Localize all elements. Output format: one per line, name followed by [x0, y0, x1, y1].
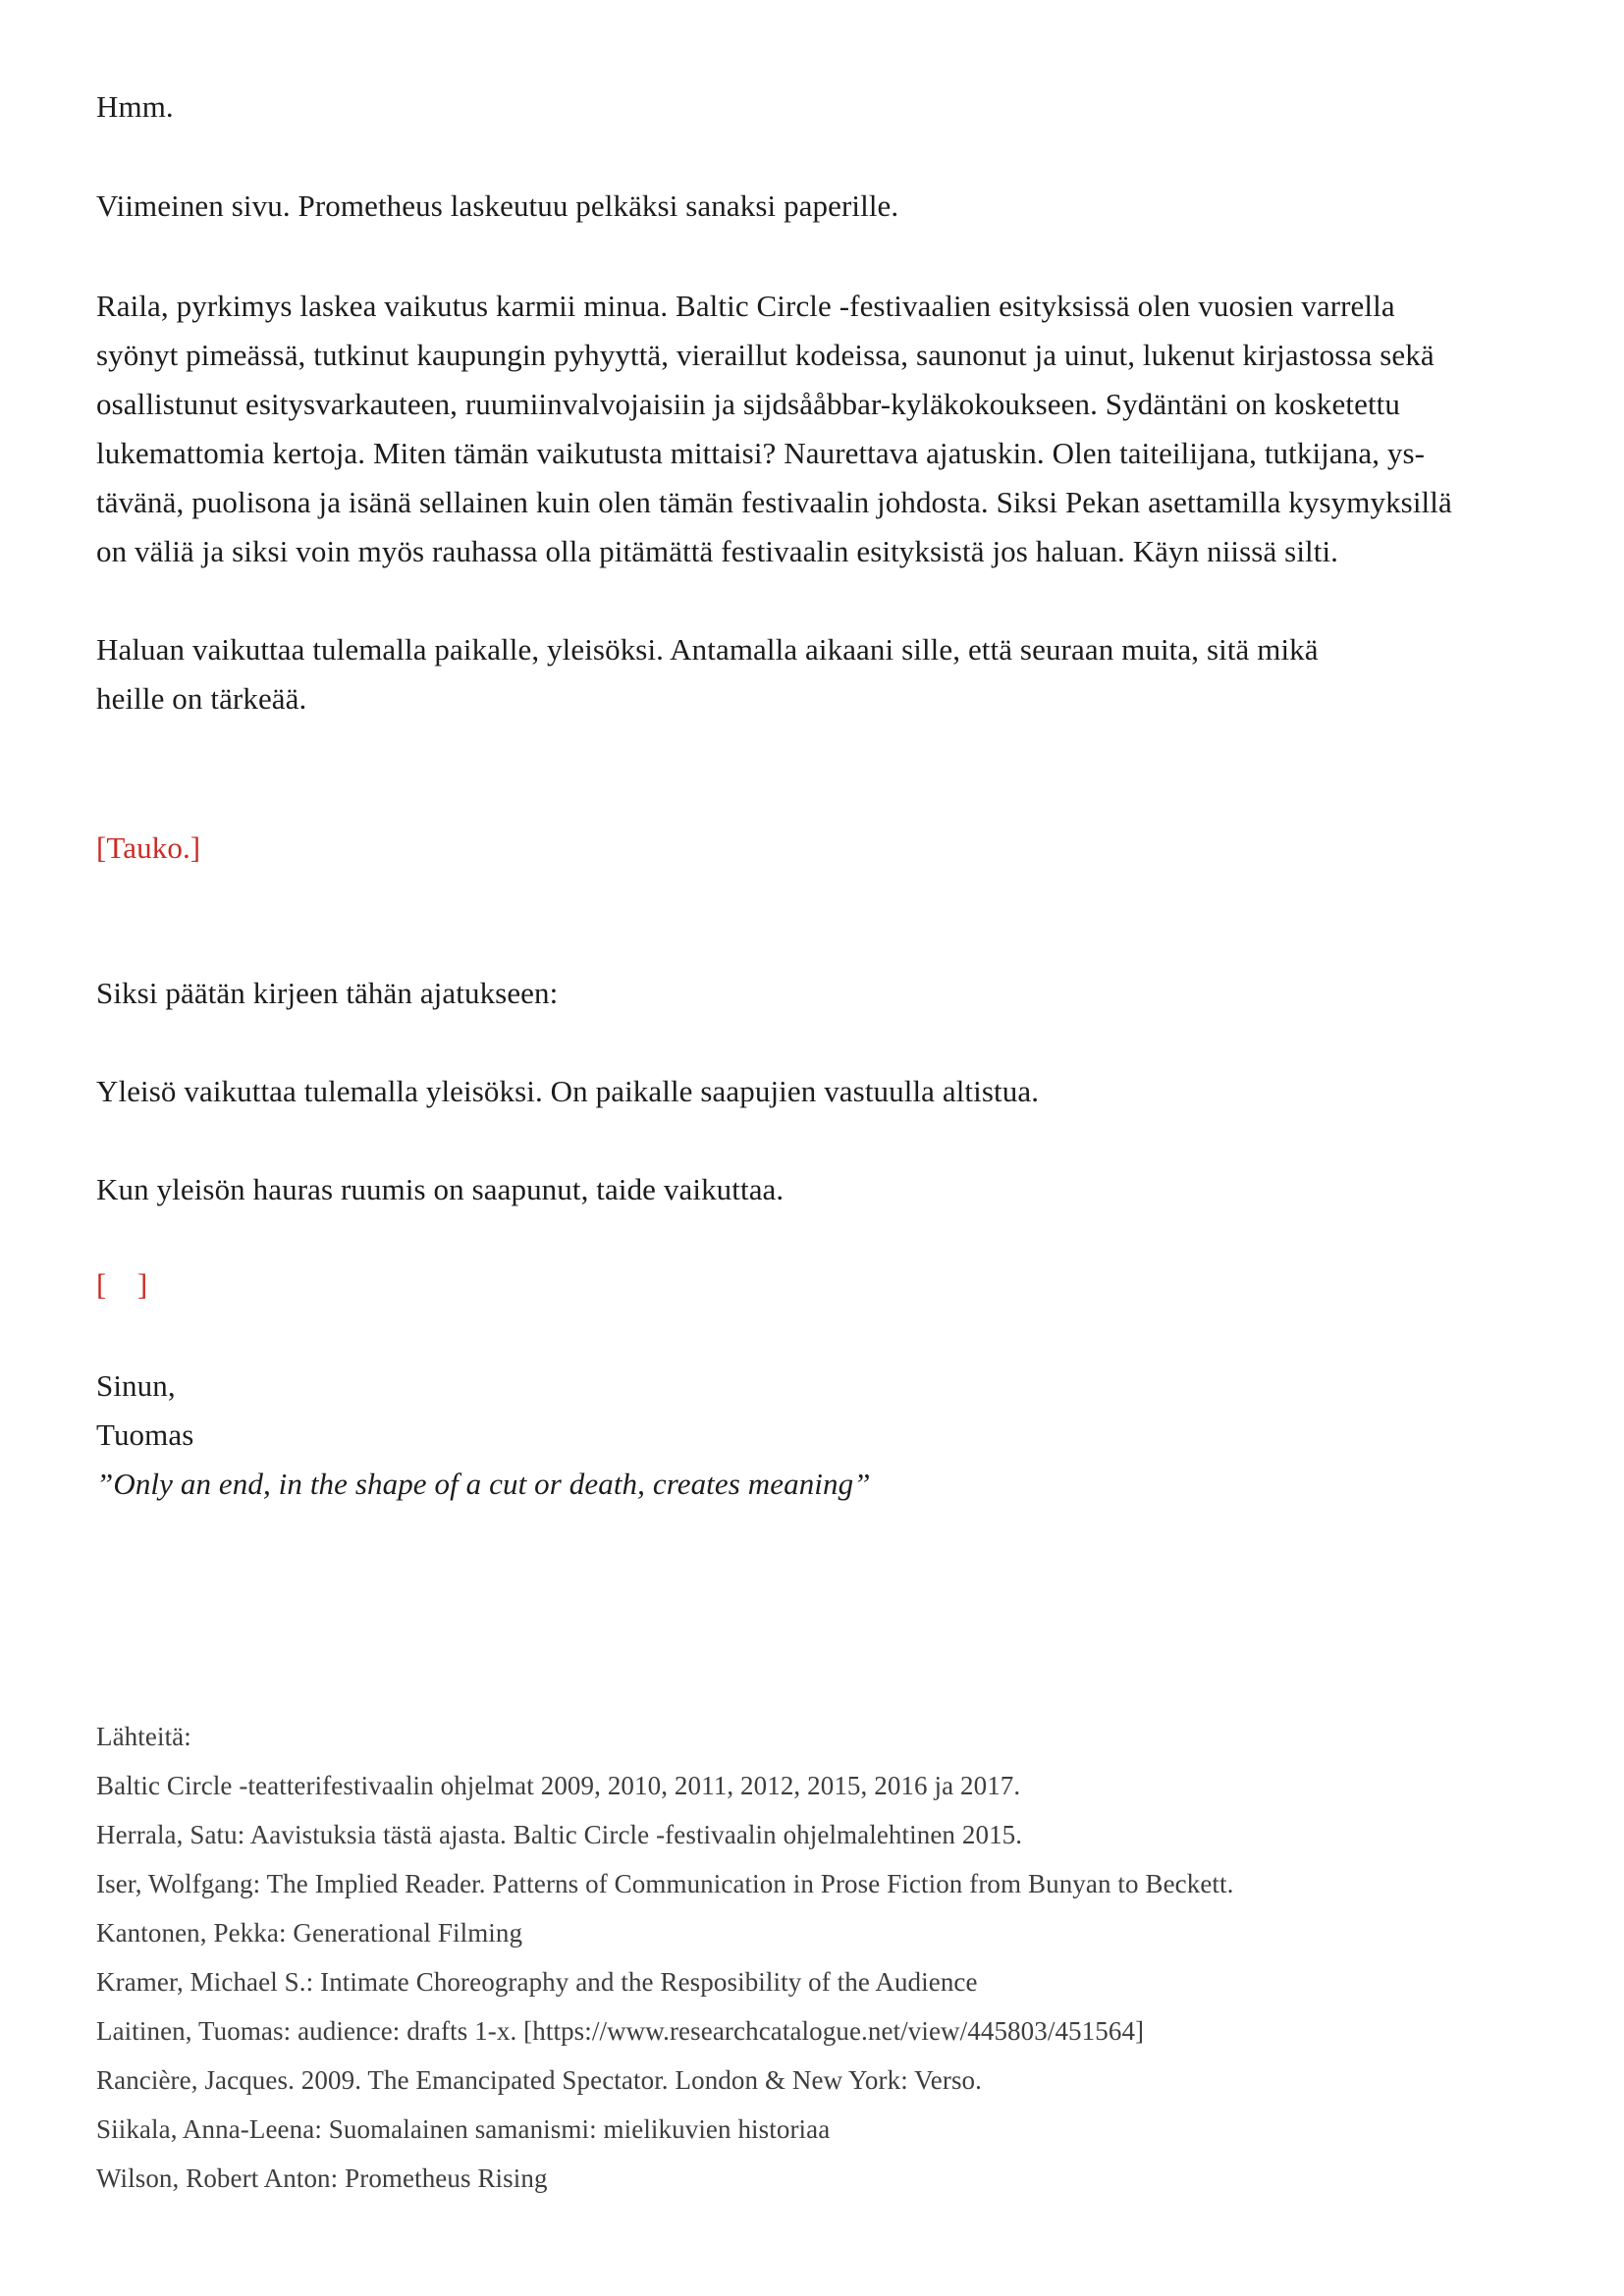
reference-item: Wilson, Robert Anton: Prometheus Rising	[96, 2163, 548, 2193]
reference-item: Herrala, Satu: Aavistuksia tästä ajasta. Baltic Circle -festivaalin ohjelmalehtinen 2015.	[96, 1820, 1023, 1849]
paragraph-line: Haluan vaikuttaa tulemalla paikalle, yleisöksi. Antamalla aikaani sille, että seuraan muita, sitä mikä	[96, 632, 1319, 667]
paragraph-line: syönyt pimeässä, tutkinut kaupungin pyhyyttä, vieraillut kodeissa, saunonut ja uinut, lukenut kirjastossa sekä	[96, 338, 1435, 372]
reference-item: Iser, Wolfgang: The Implied Reader. Patterns of Communication in Prose Fiction from Bunyan to Beckett.	[96, 1869, 1234, 1898]
reference-item: Siikala, Anna-Leena: Suomalainen samanismi: mielikuvien historiaa	[96, 2114, 831, 2144]
paragraph-line: on väliä ja siksi voin myös rauhassa olla pitämättä festivaalin esityksistä jos haluan. Käyn niissä silti.	[96, 534, 1339, 568]
closing-quote: ”Only an end, in the shape of a cut or death, creates meaning”	[96, 1467, 871, 1501]
reference-item: Kramer, Michael S.: Intimate Choreography and the Resposibility of the Audience	[96, 1967, 978, 1997]
empty-brackets-marker: [ ]	[96, 1267, 148, 1302]
closing-thought-line: Yleisö vaikuttaa tulemalla yleisöksi. On paikalle saapujien vastuulla altistua.	[96, 1074, 1040, 1108]
signature-name: Tuomas	[96, 1417, 194, 1452]
references-heading: Lähteitä:	[96, 1722, 191, 1751]
pause-marker: [Tauko.]	[96, 830, 201, 865]
signature-salutation: Sinun,	[96, 1368, 176, 1403]
closing-thought-line: Kun yleisön hauras ruumis on saapunut, taide vaikuttaa.	[96, 1172, 785, 1206]
closing-thought-intro: Siksi päätän kirjeen tähän ajatukseen:	[96, 976, 559, 1010]
paragraph-line: lukemattomia kertoja. Miten tämän vaikutusta mittaisi? Naurettava ajatuskin. Olen taiteilijana, tutkijana, ys-	[96, 436, 1426, 470]
references-section	[96, 1712, 1565, 2203]
paragraph-line: heille on tärkeää.	[96, 681, 307, 716]
reference-item: Kantonen, Pekka: Generational Filming	[96, 1918, 523, 1948]
paragraph-line: osallistunut esitysvarkauteen, ruumiinvalvojaisiin ja sijdsååbbar-kyläkokoukseen. Sydäntäni on kosketettu	[96, 387, 1400, 421]
paragraph-line: tävänä, puolisona ja isänä sellainen kuin olen tämän festivaalin johdosta. Siksi Pekan asettamilla kysymyksillä	[96, 485, 1452, 519]
letter-opening-line: Hmm.	[96, 89, 174, 124]
letter-last-page-line: Viimeinen sivu. Prometheus laskeutuu pelkäksi sanaksi paperille.	[96, 188, 899, 223]
paragraph-haluan	[96, 625, 1565, 723]
reference-item: Laitinen, Tuomas: audience: drafts 1-x. [https://www.researchcatalogue.net/view/445803/451564]	[96, 2016, 1145, 2046]
signature-block	[96, 1362, 1565, 1509]
paragraph-line: Raila, pyrkimys laskea vaikutus karmii minua. Baltic Circle -festivaalien esityksissä olen vuosien varrella	[96, 289, 1395, 323]
reference-item: Baltic Circle -teatterifestivaalin ohjelmat 2009, 2010, 2011, 2012, 2015, 2016 ja 2017.	[96, 1771, 1021, 1800]
reference-item: Rancière, Jacques. 2009. The Emancipated Spectator. London & New York: Verso.	[96, 2065, 983, 2095]
paragraph-raila	[96, 282, 1565, 576]
